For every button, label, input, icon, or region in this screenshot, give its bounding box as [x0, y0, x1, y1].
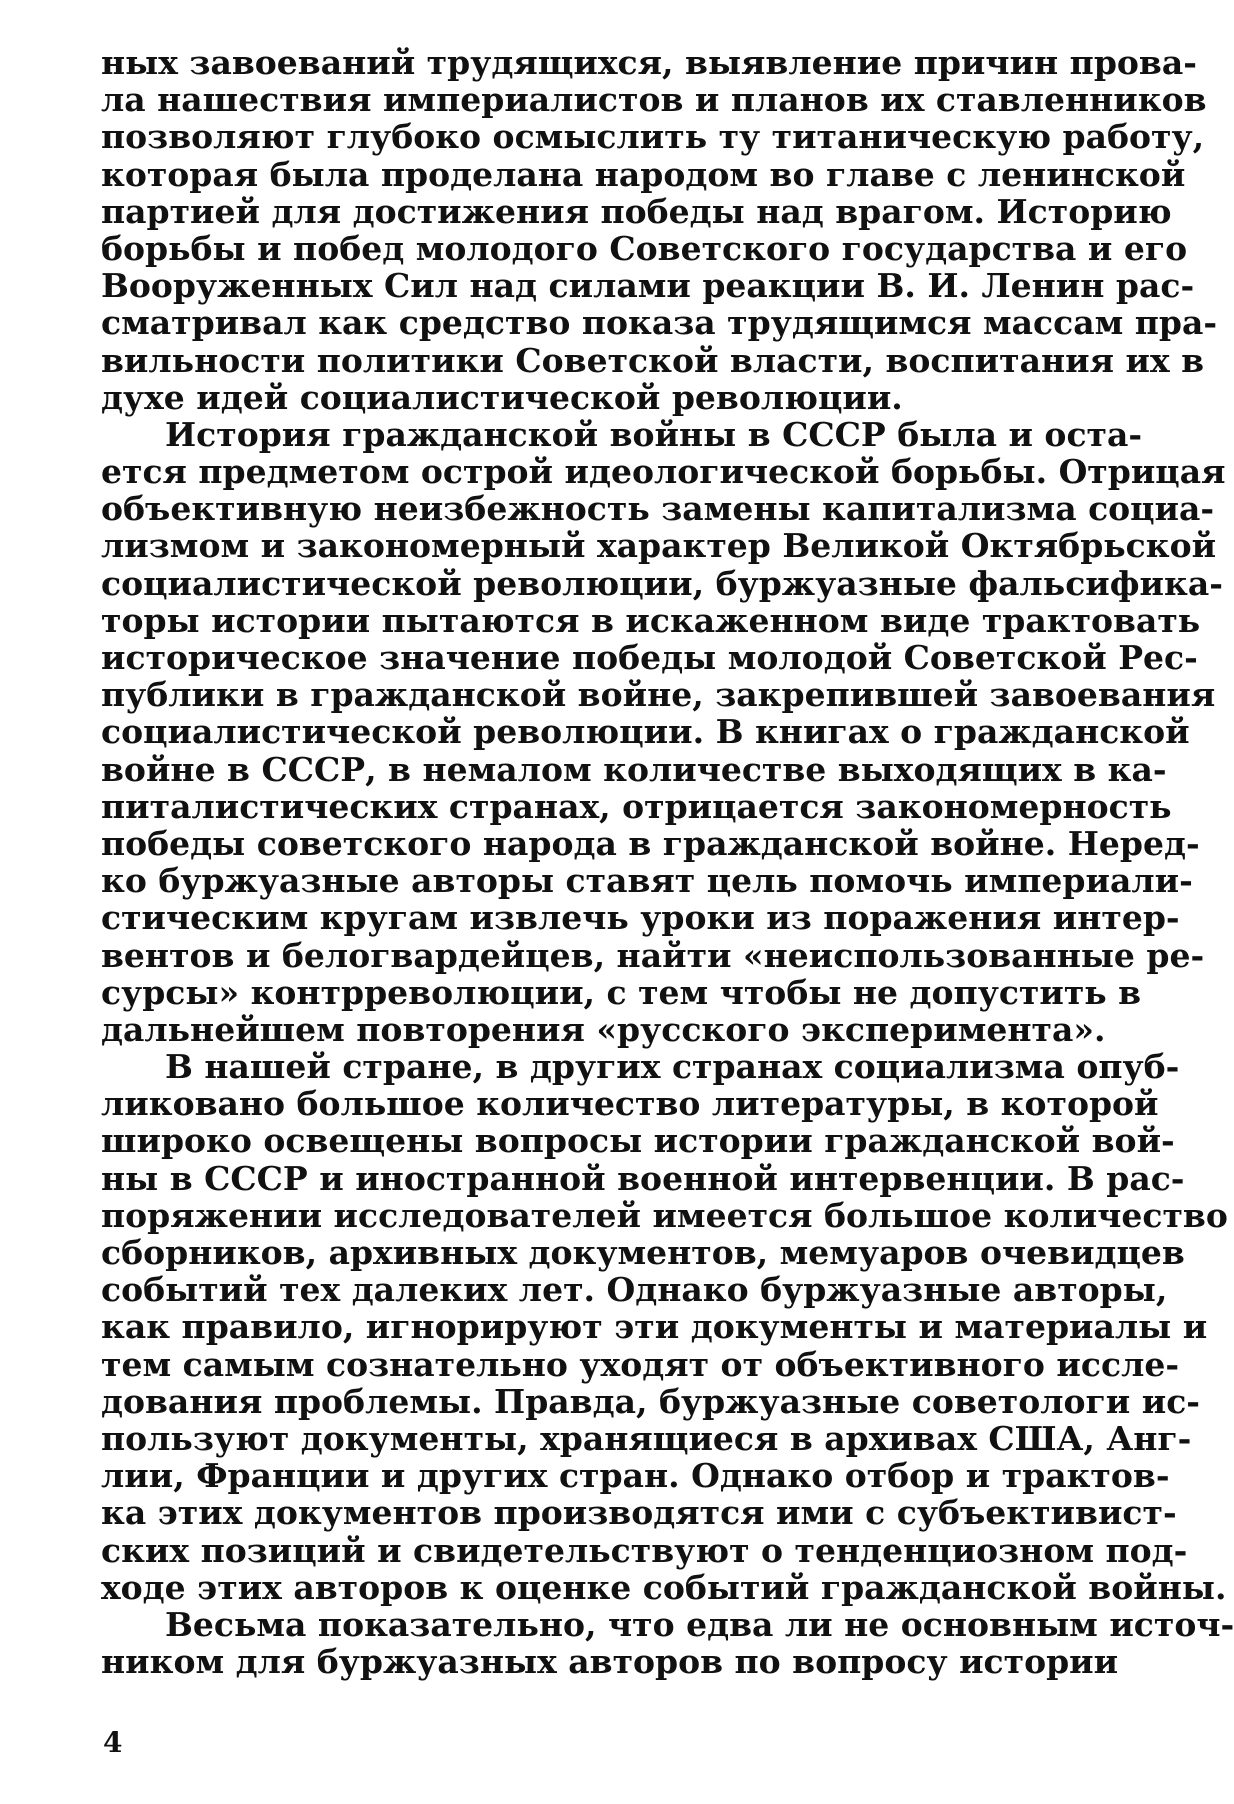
text-line: ко буржуазные авторы ставят цель помочь империали-	[101, 861, 1193, 901]
text-line: ка этих документов производятся ими с субъективист-	[101, 1493, 1177, 1533]
body-text	[101, 43, 1234, 1682]
text-line: войне в СССР, в немалом количестве выходящих в ка-	[101, 749, 1167, 789]
text-line: ется предметом острой идеологической борьбы. Отрицая	[101, 452, 1226, 492]
text-line: вильности политики Советской власти, воспитания их в	[101, 340, 1205, 380]
text-line: широко освещены вопросы истории гражданской вой-	[101, 1121, 1175, 1161]
text-line: ных завоеваний трудящихся, выявление причин прова-	[101, 43, 1197, 82]
text-line: как правило, игнорируют эти документы и материалы и	[101, 1307, 1208, 1347]
text-line: которая была проделана народом во главе с ленинской	[101, 154, 1186, 194]
text-line: публики в гражданской войне, закрепившей завоевания	[101, 675, 1216, 715]
text-line: тем самым сознательно уходят от объективного иссле-	[101, 1344, 1180, 1384]
text-line: ником для буржуазных авторов по вопросу истории	[101, 1642, 1119, 1682]
paragraph-first-line: Весьма показательно, что едва ли не основным источ-	[165, 1604, 1234, 1644]
text-line: борьбы и побед молодого Советского государства и его	[101, 228, 1188, 268]
text-line: ликовано большое количество литературы, в которой	[101, 1084, 1159, 1124]
text-line: сборников, архивных документов, мемуаров очевидцев	[101, 1233, 1185, 1272]
text-line: событий тех далеких лет. Однако буржуазные авторы,	[101, 1270, 1168, 1310]
text-line: победы советского народа в гражданской войне. Неред-	[101, 823, 1200, 863]
text-line: поряжении исследователей имеется большое количество	[101, 1195, 1228, 1235]
text-line: лизмом и закономерный характер Великой Октябрьской	[101, 526, 1217, 566]
text-line: сматривал как средство показа трудящимся массам пра-	[101, 303, 1218, 343]
text-line: социалистической революции. В книгах о гражданской	[101, 712, 1190, 752]
text-line: Вооруженных Сил над силами реакции В. И. Ленин рас-	[101, 266, 1195, 306]
text-line: социалистической революции, буржуазные фальсифика-	[101, 563, 1223, 603]
text-line: питалистических странах, отрицается закономерность	[101, 786, 1172, 826]
text-line: сурсы» контрреволюции, с тем чтобы не допустить в	[101, 972, 1142, 1012]
text-line: ны в СССР и иностранной военной интервенции. В рас-	[101, 1158, 1185, 1198]
text-line: стическим кругам извлечь уроки из поражения интер-	[101, 898, 1180, 938]
text-line: объективную неизбежность замены капитализма социа-	[101, 489, 1215, 529]
text-line: ских позиций и свидетельствуют о тенденциозном под-	[101, 1530, 1188, 1570]
text-line: лии, Франции и других стран. Однако отбор и трактов-	[101, 1456, 1170, 1496]
text-line: вентов и белогвардейцев, найти «неиспользованные ре-	[101, 935, 1205, 975]
text-line: торы истории пытаются в искаженном виде трактовать	[101, 600, 1201, 640]
text-line: пользуют документы, хранящиеся в архивах США, Анг-	[101, 1418, 1192, 1458]
page-number: 4	[103, 1726, 123, 1759]
text-line: духе идей социалистической революции.	[101, 377, 903, 417]
paragraph-first-line: История гражданской войны в СССР была и оста-	[165, 414, 1143, 454]
text-line: партией для достижения победы над врагом. Историю	[101, 191, 1172, 231]
text-line: ла нашествия империалистов и планов их ставленников	[101, 80, 1207, 120]
text-line: историческое значение победы молодой Советской Рес-	[101, 638, 1198, 677]
text-line: позволяют глубоко осмыслить ту титаническую работу,	[101, 117, 1205, 157]
text-line: дальнейшем повторения «русского эксперимента».	[101, 1009, 1106, 1049]
paragraph-first-line: В нашей стране, в других странах социализма опуб-	[165, 1047, 1180, 1087]
text-line: ходе этих авторов к оценке событий гражданской войны.	[101, 1567, 1227, 1607]
text-line: дования проблемы. Правда, буржуазные советологи ис-	[101, 1381, 1200, 1421]
